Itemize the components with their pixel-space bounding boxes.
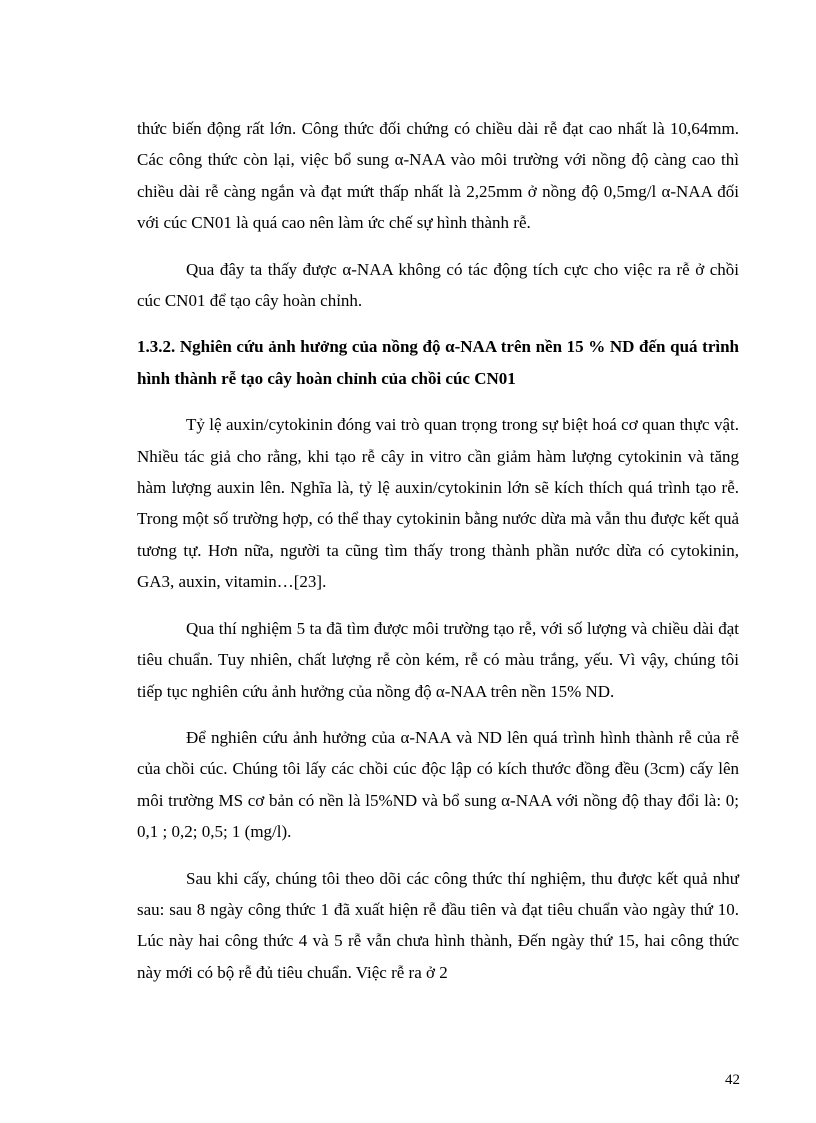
paragraph-gap: [137, 707, 739, 722]
paragraph-auxin-ratio: Tỷ lệ auxin/cytokinin đóng vai trò quan trọng trong sự biệt hoá cơ quan thực vật. Nhiều tác giả cho rằng, khi tạo rễ cây in vitro cần giảm hàm lượng cytokinin và tăng hàm lượng auxin lên. Nghĩa là, tỷ lệ auxin/cytokinin lớn sẽ kích thích quá trình tạo rễ. Trong một số trường hợp, có thể thay cytokinin bằng nước dừa mà vẫn thu được kết quả tương tự. Hơn nữa, người ta cũng tìm thấy trong thành phần nước dừa có cytokinin, GA3, auxin, vitamin…[23].: [137, 415, 739, 592]
paragraph-gap: [137, 848, 739, 863]
paragraph-conclusion: Qua đây ta thấy được α-NAA không có tác động tích cực cho việc ra rễ ở chồi cúc CN01 để tạo cây hoàn chỉnh.: [137, 259, 739, 311]
paragraph-method: Để nghiên cứu ảnh hưởng của α-NAA và ND lên quá trình hình thành rễ của rễ của chồi cúc. Chúng tôi lấy các chồi cúc độc lập có kích thước đồng đều (3cm) cấy lên môi trường MS cơ bản có nền là l5%ND và bổ sung α-NAA với nồng độ thay đổi là: 0; 0,1 ; 0,2; 0,5; 1 (mg/l).: [137, 727, 739, 842]
paragraph-gap: [137, 239, 739, 254]
section-heading: 1.3.2. Nghiên cứu ảnh hưởng của nồng độ α-NAA trên nền 15 % ND đến quá trình hình thành rễ tạo cây hoàn chỉnh của chồi cúc CN01: [137, 337, 739, 388]
paragraph-gap: [137, 598, 739, 613]
paragraph-gap: [137, 316, 739, 331]
page-content: [137, 113, 739, 988]
page-number: 42: [725, 1072, 740, 1088]
paragraph-continued: thức biến động rất lớn. Công thức đối chứng có chiều dài rễ đạt cao nhất là 10,64mm. Các công thức còn lại, việc bổ sung α-NAA vào môi trường với nồng độ càng cao thì chiều dài rễ càng ngắn và đạt mứt thấp nhất là 2,25mm ở nồng độ 0,5mg/l α-NAA đối với cúc CN01 là quá cao nên làm ức chế sự hình thành rễ.: [137, 119, 739, 233]
paragraph-results: Sau khi cấy, chúng tôi theo dõi các công thức thí nghiệm, thu được kết quả như sau: sau 8 ngày công thức 1 đã xuất hiện rễ đầu tiên và đạt tiêu chuẩn vào ngày thứ 10. Lúc này hai công thức 4 và 5 rễ vẫn chưa hình thành, Đến ngày thứ 15, hai công thức này mới có bộ rễ đủ tiêu chuẩn. Việc rễ ra ở 2: [137, 868, 739, 982]
paragraph-gap: [137, 394, 739, 409]
paragraph-experiment-5: Qua thí nghiệm 5 ta đã tìm được môi trường tạo rễ, với số lượng và chiều dài đạt tiêu chuẩn. Tuy nhiên, chất lượng rễ còn kém, rễ có màu trắng, yếu. Vì vậy, chúng tôi tiếp tục nghiên cứu ảnh hưởng của nồng độ α-NAA trên nền 15% ND.: [137, 618, 739, 701]
